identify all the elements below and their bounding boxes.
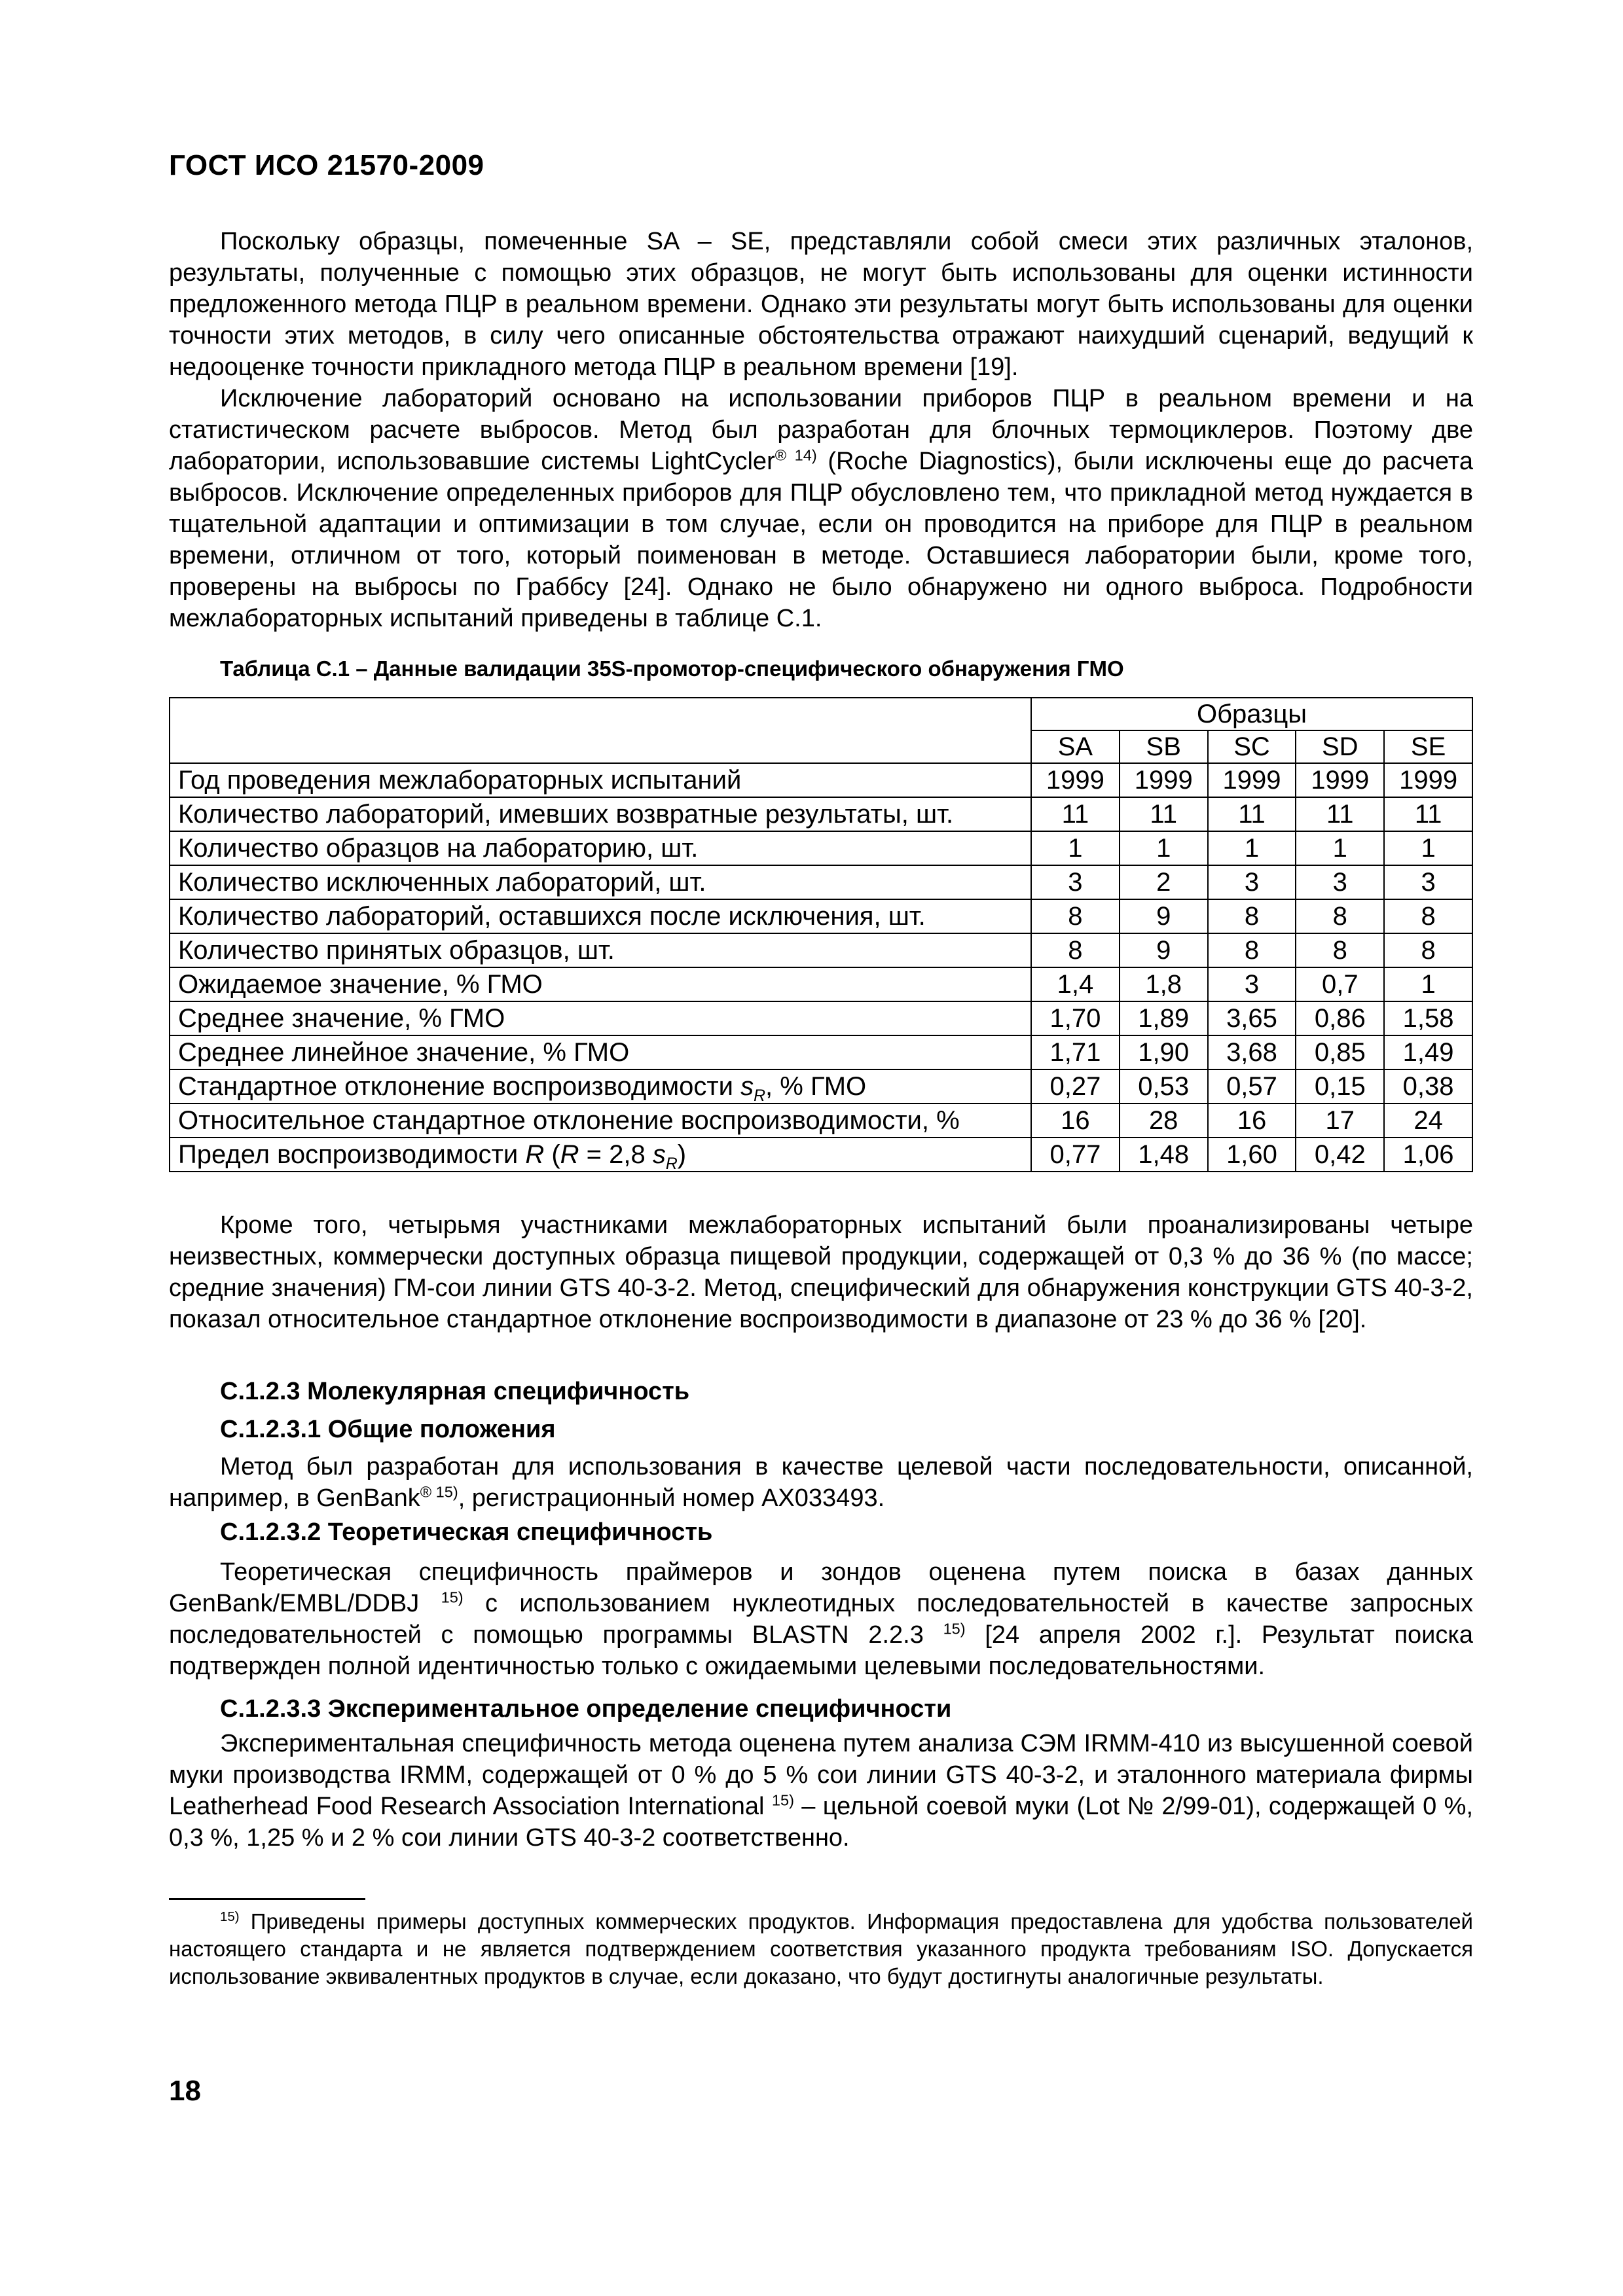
table-cell: 0,27 [1031, 1069, 1120, 1103]
table-cell: 1,06 [1384, 1138, 1472, 1172]
table-row [170, 831, 1472, 865]
section-heading-c1231: С.1.2.3.1 Общие положения [220, 1416, 556, 1443]
paragraph-samples-note: Поскольку образцы, помеченные SA – SE, представляли собой смеси этих различных эталонов, результаты, полученные с помощью этих образцов, не могут быть использованы для оценки истинности предложенного метода ПЦР в реальном времени. Однако эти результаты могут быть использованы для оценки точности этих методов, в силу чего описанные обстоятельства отражают наихудший сценарий, ведущий к недооценке точности прикладного метода ПЦР в реальном времени [19]. [169, 228, 1473, 381]
label-text: = 2,8 [579, 1139, 653, 1169]
table-cell: 3 [1296, 865, 1384, 899]
table-row [170, 933, 1472, 967]
table-cell: 1 [1384, 967, 1472, 1001]
table-cell: 1999 [1120, 763, 1208, 797]
table-cell: 1999 [1296, 763, 1384, 797]
table-cell: 8 [1208, 933, 1296, 967]
label-text: ( [544, 1139, 560, 1169]
table-row [170, 1035, 1472, 1069]
table-cell: 1 [1296, 831, 1384, 865]
paragraph-general [169, 1451, 1473, 1514]
table-corner-cell [170, 698, 1031, 763]
table-cell: 8 [1384, 933, 1472, 967]
table-cell: 1 [1208, 831, 1296, 865]
table-row [170, 899, 1472, 933]
text-part: – цельной соевой муки (Lot № 2/99-01), содержащей 0 %, 0,3 %, 1,25 % и 2 % сои линии GTS 40-3-2 соответственно. [169, 1793, 1473, 1852]
section-heading-c1233: С.1.2.3.3 Экспериментальное определение специфичности [220, 1695, 952, 1723]
text-part: Теоретическая специфичность праймеров и зондов оценена путем поиска в базах данных GenBank/EMBL/DDBJ [169, 1558, 1473, 1617]
table-cell: 0,53 [1120, 1069, 1208, 1103]
table-row [170, 1001, 1472, 1035]
table-cell: 8 [1208, 899, 1296, 933]
document-header: ГОСТ ИСО 21570-2009 [169, 149, 484, 181]
column-header: SC [1208, 730, 1296, 763]
table-cell: 2 [1120, 865, 1208, 899]
column-header: SB [1120, 730, 1208, 763]
table-cell: 1,90 [1120, 1035, 1208, 1069]
row-label [170, 1069, 1031, 1103]
table-row [170, 1069, 1472, 1103]
table-cell: 0,42 [1296, 1138, 1384, 1172]
table-cell: 0,86 [1296, 1001, 1384, 1035]
table-cell: 1 [1120, 831, 1208, 865]
table-row [170, 1103, 1472, 1138]
table-cell: 8 [1296, 933, 1384, 967]
row-label: Количество образцов на лабораторию, шт. [170, 831, 1031, 865]
table-cell: 3 [1208, 865, 1296, 899]
row-label: Количество лабораторий, оставшихся после исключения, шт. [170, 899, 1031, 933]
footnote-separator [169, 1898, 365, 1900]
text-part: (Roche Diagnostics), были исключены еще до расчета выбросов. Исключение определенных приборов для ПЦР обусловлено тем, что прикладной метод нуждается в тщательной адаптации и оптимизации в том случае, если он проводится на приборе для ПЦР в реальном времени, отличном от того, который поименован в методе. Оставшиеся лаборатории были, кроме того, проверены на выбросы по Граббсу [24]. Однако не было обнаружено ни одного выброса. Подробности межлабораторных испытаний приведены в таблице С.1. [169, 448, 1473, 632]
table-cell: 0,15 [1296, 1069, 1384, 1103]
paragraph-experimental [169, 1728, 1473, 1854]
table-row [170, 797, 1472, 831]
table-row [170, 865, 1472, 899]
table-row [170, 1138, 1472, 1172]
table-cell: 16 [1208, 1103, 1296, 1138]
table-cell: 16 [1031, 1103, 1120, 1138]
paragraph-food-samples: Кроме того, четырьмя участниками межлабораторных испытаний были проанализированы четыре неизвестных, коммерчески доступных образца пищевой продукции, содержащей от 0,3 % до 36 % (по массе; средние значения) ГМ-сои линии GTS 40-3-2. Метод, специфический для обнаружения конструкции GTS 40-3-2, показал относительное стандартное отклонение воспроизводимости в диапазоне от 23 % до 36 % [20]. [169, 1211, 1473, 1333]
row-label: Среднее линейное значение, % ГМО [170, 1035, 1031, 1069]
label-text: ) [677, 1139, 687, 1169]
validation-table [169, 697, 1473, 1172]
paragraph-theoretical [169, 1556, 1473, 1682]
row-label: Относительное стандартное отклонение воспроизводимости, % [170, 1103, 1031, 1138]
row-label: Среднее значение, % ГМО [170, 1001, 1031, 1035]
section-heading-c123: С.1.2.3 Молекулярная специфичность [220, 1378, 690, 1405]
superscript-mark: ® 14) [775, 446, 817, 464]
table-cell: 0,57 [1208, 1069, 1296, 1103]
table-cell: 1,60 [1208, 1138, 1296, 1172]
column-header: SA [1031, 730, 1120, 763]
table-cell: 0,77 [1031, 1138, 1120, 1172]
table-cell: 1,49 [1384, 1035, 1472, 1069]
table-cell: 11 [1120, 797, 1208, 831]
row-label: Количество исключенных лабораторий, шт. [170, 865, 1031, 899]
footnote [169, 1908, 1473, 1990]
table-cell: 11 [1031, 797, 1120, 831]
column-header: SD [1296, 730, 1384, 763]
table-caption: Таблица С.1 – Данные валидации 35S-промотор-специфического обнаружения ГМО [220, 656, 1124, 681]
row-label [170, 1138, 1031, 1172]
superscript-mark: 15) [771, 1791, 794, 1809]
table-cell: 11 [1384, 797, 1472, 831]
table-cell: 1999 [1384, 763, 1472, 797]
text-part: Экспериментальная специфичность метода оценена путем анализа СЭМ IRMM-410 из высушенной соевой муки производства IRMM, содержащей от 0 % до 5 % сои линии GTS 40-3-2, и эталонного материала фирмы Leatherhead Food Research Association International [169, 1730, 1473, 1820]
text-part: с использованием нуклеотидных последовательностей в качестве запросных последовательностей с помощью программы BLASTN 2.2.3 [169, 1590, 1474, 1649]
symbol-r: R [525, 1139, 545, 1169]
table-cell: 3,65 [1208, 1001, 1296, 1035]
section-heading-c1232: С.1.2.3.2 Теоретическая специфичность [220, 1518, 713, 1546]
subscript-r: R [754, 1086, 766, 1105]
symbol-s: s [740, 1071, 754, 1101]
table-cell: 0,7 [1296, 967, 1384, 1001]
row-label: Количество лабораторий, имевших возвратные результаты, шт. [170, 797, 1031, 831]
table-cell: 24 [1384, 1103, 1472, 1138]
table-cell: 8 [1031, 899, 1120, 933]
text-part: [24 апреля 2002 г.]. Результат поиска подтвержден полной идентичностью только с ожидаемыми целевыми последовательностями. [169, 1621, 1473, 1680]
table-cell: 1,71 [1031, 1035, 1120, 1069]
table-cell: 11 [1296, 797, 1384, 831]
table-cell: 1999 [1031, 763, 1120, 797]
table-cell: 3 [1384, 865, 1472, 899]
symbol-r: R [560, 1139, 579, 1169]
row-label: Ожидаемое значение, % ГМО [170, 967, 1031, 1001]
table-cell: 1,48 [1120, 1138, 1208, 1172]
table-cell: 11 [1208, 797, 1296, 831]
footnote-marker: 15) [220, 1909, 240, 1924]
table-cell: 1 [1384, 831, 1472, 865]
table-cell: 3 [1208, 967, 1296, 1001]
table-cell: 3,68 [1208, 1035, 1296, 1069]
paragraph-lab-exclusion [169, 383, 1473, 634]
row-label: Год проведения межлабораторных испытаний [170, 763, 1031, 797]
table-cell: 28 [1120, 1103, 1208, 1138]
table-cell: 1,4 [1031, 967, 1120, 1001]
group-header-cell: Образцы [1031, 698, 1472, 730]
superscript-mark: ® 15) [420, 1483, 458, 1501]
superscript-mark: 15) [441, 1588, 464, 1606]
table-cell: 9 [1120, 899, 1208, 933]
footnote-text: Приведены примеры доступных коммерческих продуктов. Информация предоставлена для удобства пользователей настоящего стандарта и не является подтверждением соответствия указанного продукта требованиям ISO. Допускается использование эквивалентных продуктов в случае, если доказано, что будут достигнуты аналогичные результаты. [169, 1909, 1473, 1988]
table-cell: 0,85 [1296, 1035, 1384, 1069]
row-label: Количество принятых образцов, шт. [170, 933, 1031, 967]
table-cell: 1,70 [1031, 1001, 1120, 1035]
superscript-mark: 15) [943, 1620, 966, 1638]
label-text: Стандартное отклонение воспроизводимости [178, 1071, 741, 1101]
table-row [170, 967, 1472, 1001]
text-part: Метод был разработан для использования в качестве целевой части последовательности, описанной, например, в GenBank [169, 1453, 1473, 1512]
table-cell: 1,58 [1384, 1001, 1472, 1035]
label-text: , % ГМО [765, 1071, 867, 1101]
table-cell: 8 [1031, 933, 1120, 967]
table-cell: 1,8 [1120, 967, 1208, 1001]
symbol-s: s [652, 1139, 666, 1169]
table-cell: 17 [1296, 1103, 1384, 1138]
table-cell: 0,38 [1384, 1069, 1472, 1103]
text-part: Исключение лабораторий основано на использовании приборов ПЦР в реальном времени и на статистическом расчете выбросов. Метод был разработан для блочных термоциклеров. Поэтому две лаборатории, использовавшие системы LightCycler [169, 385, 1473, 475]
page-number: 18 [169, 2075, 201, 2107]
subscript-r: R [665, 1155, 678, 1173]
table-cell: 8 [1296, 899, 1384, 933]
table-cell: 1,89 [1120, 1001, 1208, 1035]
table-header-row [170, 698, 1472, 730]
table-cell: 8 [1384, 899, 1472, 933]
table-row [170, 763, 1472, 797]
table-cell: 9 [1120, 933, 1208, 967]
text-part: , регистрационный номер AX033493. [458, 1484, 885, 1512]
table-cell: 1 [1031, 831, 1120, 865]
column-header: SE [1384, 730, 1472, 763]
label-text: Предел воспроизводимости [178, 1139, 526, 1169]
table-cell: 3 [1031, 865, 1120, 899]
table-cell: 1999 [1208, 763, 1296, 797]
